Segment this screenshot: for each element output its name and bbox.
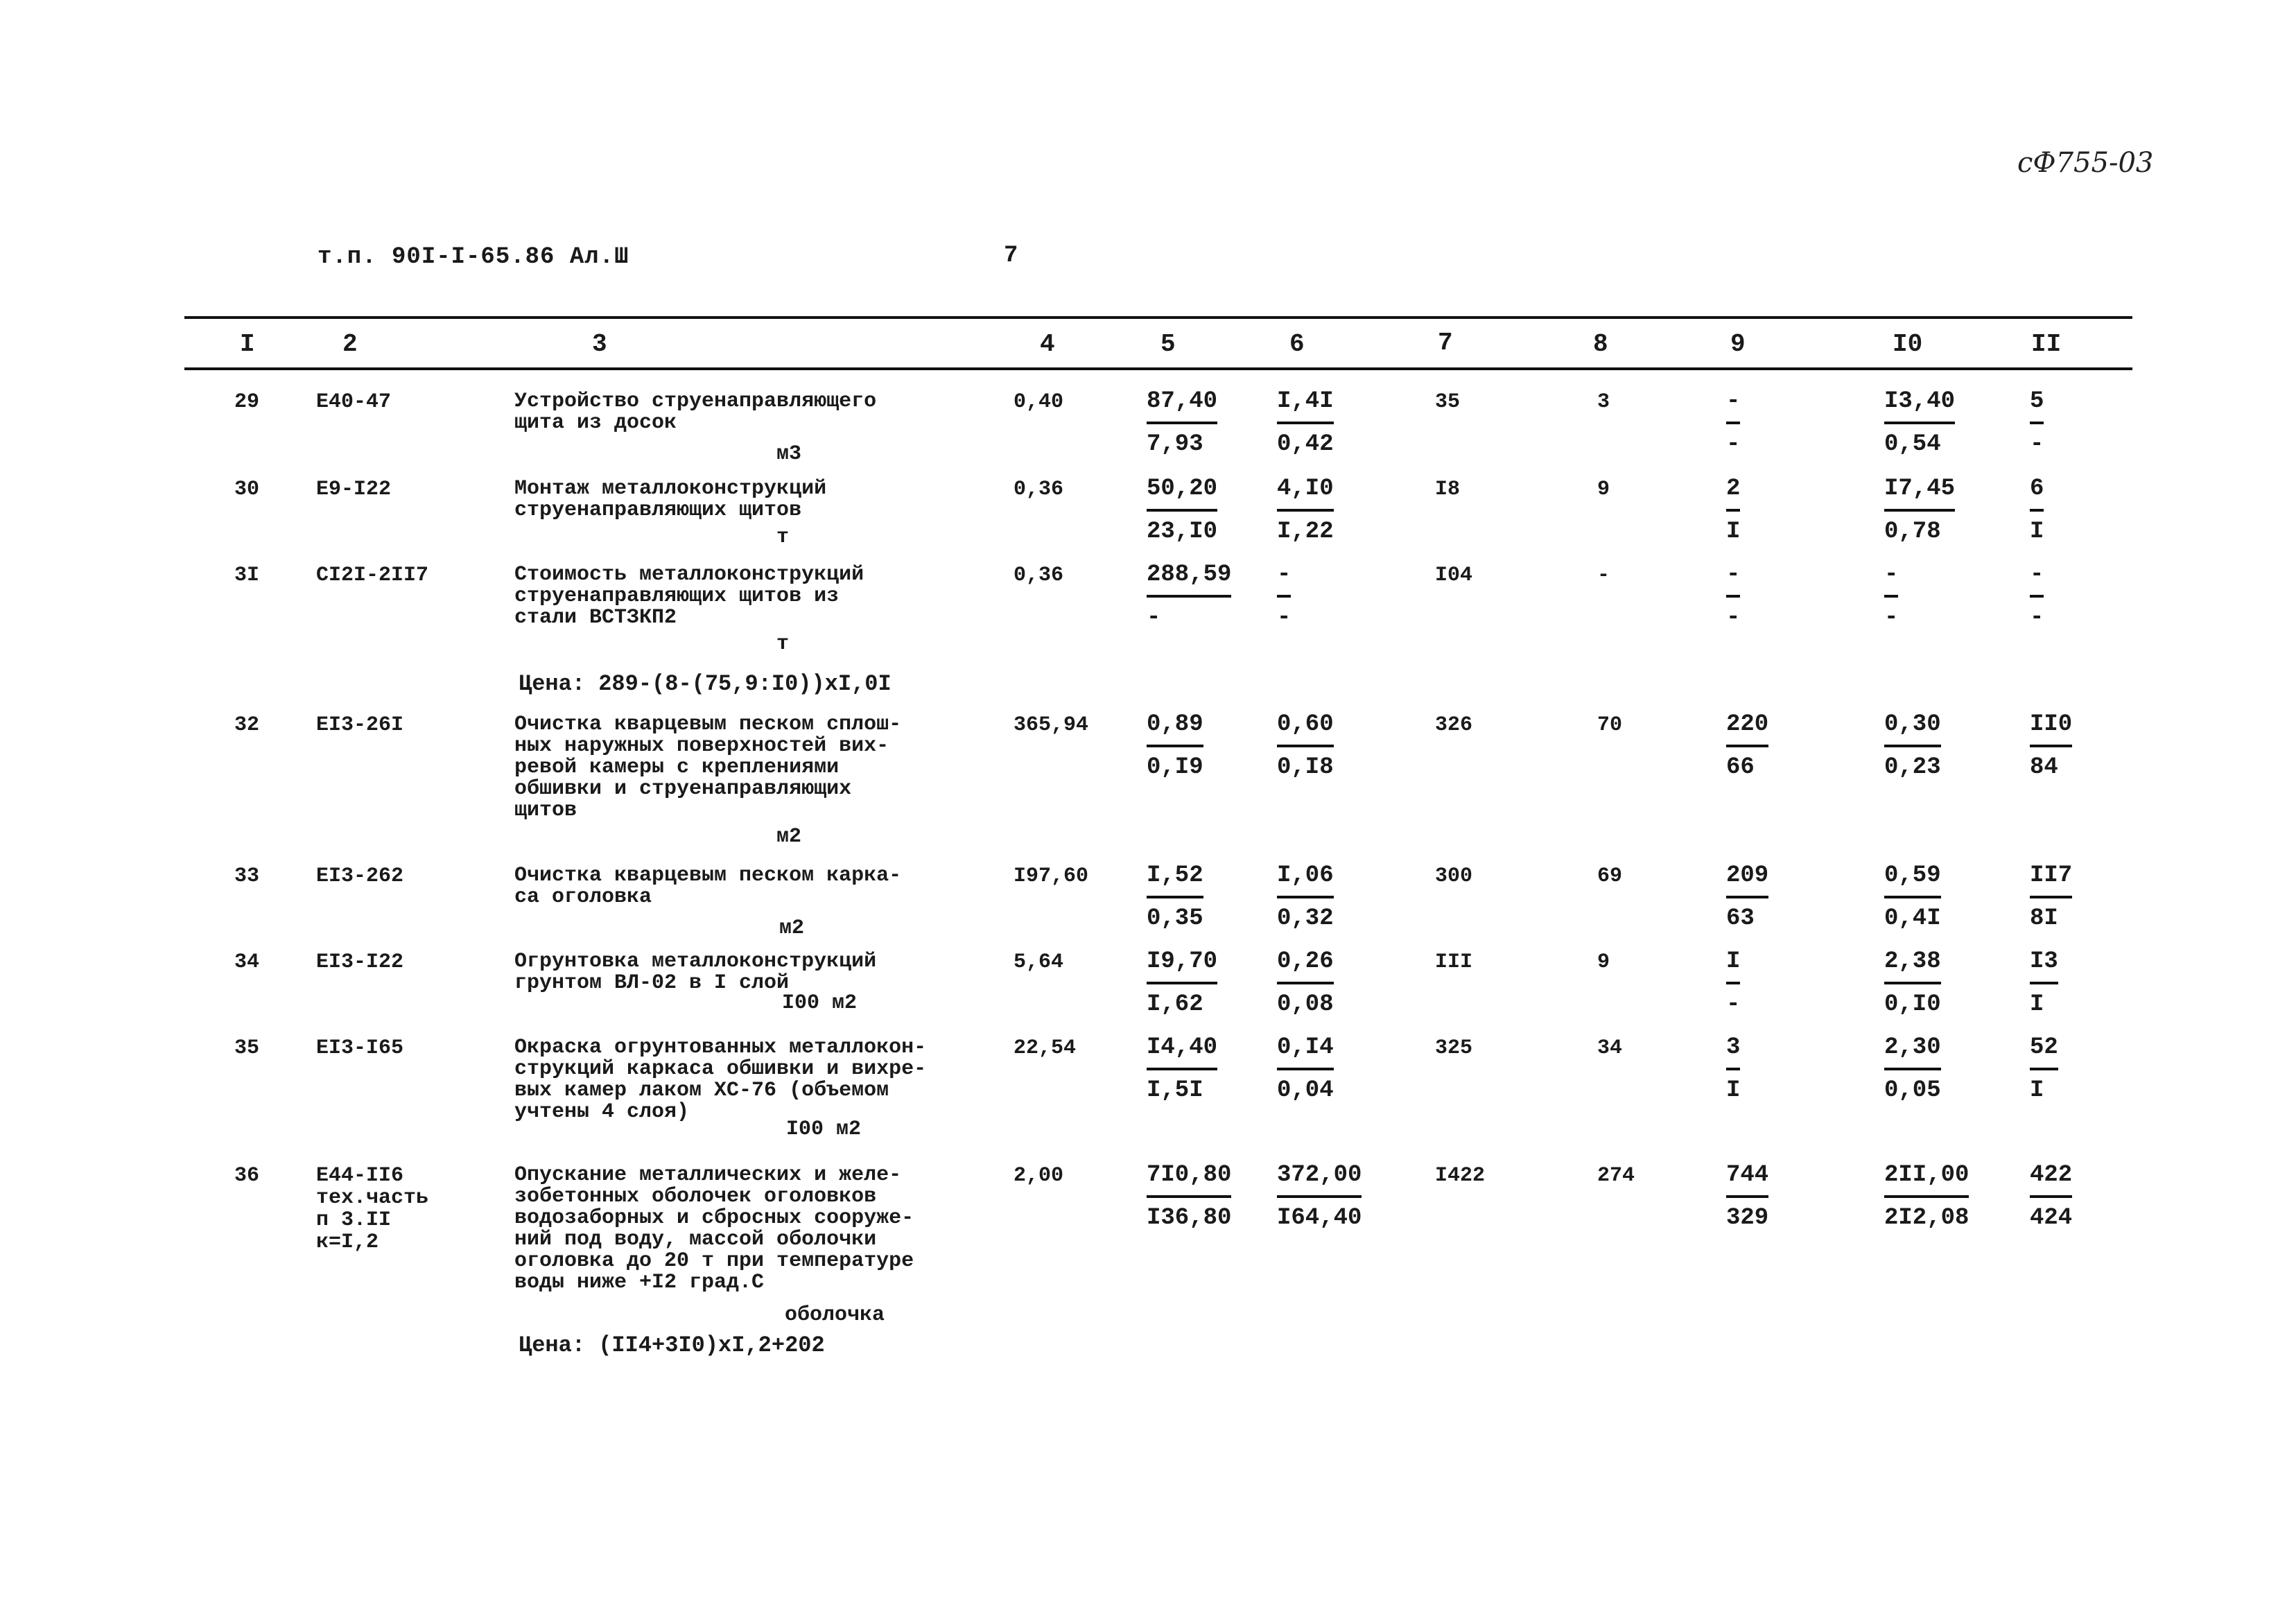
table-top-rule (184, 316, 2132, 319)
unit-of-measure: оболочка (785, 1303, 885, 1327)
labor-total-cell-top: - (2030, 562, 2044, 598)
quantity: I97,60 (1014, 865, 1089, 888)
labor-total-cell-bottom: I (2030, 991, 2044, 1018)
unit-cost-cell-bottom: 23,I0 (1147, 519, 1218, 545)
column-header: 6 (1289, 330, 1305, 358)
row-number: 32 (234, 713, 260, 737)
quantity: 22,54 (1014, 1036, 1077, 1060)
labor-unit-cell-bottom: 0,54 (1884, 431, 1941, 458)
unit-cost-cell (1147, 388, 1217, 458)
labor-total-cell-top: 52 (2030, 1034, 2058, 1070)
machine-total-cell (1726, 388, 1740, 458)
unit-of-measure: I00 м2 (782, 991, 858, 1015)
labor-unit-cell-bottom: - (1884, 605, 1899, 631)
machine-cost-cell-top: 4,I0 (1277, 476, 1334, 512)
machine-cost-cell-bottom: 0,32 (1277, 905, 1334, 932)
labor-total-cell-bottom: - (2030, 431, 2044, 458)
machine-total-cell (1726, 476, 1740, 545)
rate-code: E40-47 (316, 390, 392, 414)
labor-total-cell-bottom: 8I (2030, 905, 2058, 932)
machine-cost-cell-top: 372,00 (1277, 1162, 1362, 1198)
machine-cost-cell-top: I,06 (1277, 862, 1334, 898)
total-cost: I422 (1435, 1164, 1486, 1188)
column-header: II (2031, 330, 2062, 358)
rate-code: EI3-I65 (316, 1036, 404, 1060)
labor-unit-cell-bottom: 0,23 (1884, 754, 1941, 781)
labor-unit-cell-top: - (1884, 562, 1898, 598)
unit-of-measure: м3 (776, 442, 802, 466)
price-formula: Цена: (II4+3I0)xI,2+202 (519, 1332, 825, 1358)
labor-unit-cell-top: I3,40 (1884, 388, 1955, 424)
rate-code: E9-I22 (316, 478, 392, 501)
labor-unit-cell-top: 0,30 (1884, 711, 1941, 747)
labor-unit-cell (1884, 388, 1955, 458)
work-description: Опускание металлических и желе- зобетонных оболочек оголовков водозаборных и сбросных сооруже- ний под воду, массой оболочки оголовка до 20 т при температуре воды ниже +I2 град.С (514, 1163, 914, 1294)
unit-cost-cell-bottom: 0,I9 (1147, 754, 1203, 781)
labor-total-cell-bottom: I (2030, 519, 2044, 545)
rate-code: E44-II6 тех.часть п 3.II к=I,2 (316, 1164, 429, 1254)
machine-total-cell (1726, 711, 1768, 781)
unit-cost-cell-top: I,52 (1147, 862, 1203, 898)
unit-cost-cell-top: 0,89 (1147, 711, 1203, 747)
machine-cost-cell-bottom: I,22 (1277, 519, 1334, 545)
labor-total-cell-top: I3 (2030, 948, 2058, 984)
machine-cost-cell (1277, 862, 1334, 932)
machine-total-cell-bottom: - (1726, 431, 1741, 458)
work-description: Стоимость металлоконструкций струенаправляющих щитов из стали ВСТЗКП2 (514, 563, 864, 629)
work-description: Очистка кварцевым песком карка- са оголовка (514, 864, 902, 909)
unit-of-measure: т (776, 525, 790, 549)
machine-cost-cell (1277, 476, 1334, 545)
machine-cost-cell-top: 0,26 (1277, 948, 1334, 984)
row-number: 35 (234, 1036, 260, 1060)
wages-total: 3 (1597, 390, 1610, 414)
machine-total-cell-bottom: I (1726, 519, 1741, 545)
labor-total-cell (2030, 862, 2072, 932)
labor-total-cell-top: 5 (2030, 388, 2044, 424)
quantity: 5,64 (1014, 950, 1064, 974)
machine-total-cell-top: 744 (1726, 1162, 1768, 1198)
unit-cost-cell (1147, 948, 1217, 1018)
quantity: 0,40 (1014, 390, 1064, 414)
labor-total-cell-bottom: - (2030, 605, 2044, 631)
total-cost: III (1435, 950, 1473, 974)
work-description: Монтаж металлоконструкций струенаправляющих щитов (514, 477, 827, 522)
machine-cost-cell-bottom: - (1277, 605, 1292, 631)
wages-total: 34 (1597, 1036, 1623, 1060)
rate-code: EI3-26I (316, 713, 404, 737)
machine-total-cell-bottom: 63 (1726, 905, 1755, 932)
unit-cost-cell-bottom: I,62 (1147, 991, 1203, 1018)
machine-cost-cell (1277, 711, 1334, 781)
labor-unit-cell (1884, 711, 1941, 781)
table-header-rule (184, 367, 2132, 370)
labor-total-cell (2030, 948, 2058, 1018)
labor-unit-cell-top: 0,59 (1884, 862, 1941, 898)
labor-unit-cell-top: 2,38 (1884, 948, 1941, 984)
rate-code: CI2I-2II7 (316, 564, 429, 587)
labor-unit-cell-bottom: 0,I0 (1884, 991, 1941, 1018)
column-header: I0 (1893, 330, 1923, 358)
labor-unit-cell (1884, 562, 1898, 631)
unit-cost-cell-top: 7I0,80 (1147, 1162, 1231, 1198)
unit-cost-cell-bottom: 7,93 (1147, 431, 1203, 458)
labor-unit-cell (1884, 862, 1941, 932)
labor-unit-cell-bottom: 0,4I (1884, 905, 1941, 932)
machine-cost-cell-bottom: I64,40 (1277, 1205, 1362, 1231)
machine-total-cell (1726, 948, 1740, 1018)
unit-cost-cell-bottom: I,5I (1147, 1077, 1203, 1104)
machine-total-cell-bottom: - (1726, 991, 1741, 1018)
total-cost: I04 (1435, 564, 1473, 587)
column-header: 7 (1438, 329, 1453, 357)
labor-total-cell-top: 6 (2030, 476, 2044, 512)
row-number: 3I (234, 564, 260, 587)
work-description: Устройство струенаправляющего щита из досок (514, 390, 877, 435)
machine-cost-cell-top: - (1277, 562, 1291, 598)
machine-total-cell-top: I (1726, 948, 1740, 984)
labor-total-cell-top: II7 (2030, 862, 2072, 898)
labor-unit-cell (1884, 948, 1941, 1018)
quantity: 0,36 (1014, 478, 1064, 501)
machine-cost-cell (1277, 948, 1334, 1018)
column-header: 5 (1160, 330, 1176, 358)
unit-cost-cell-bottom: 0,35 (1147, 905, 1203, 932)
labor-total-cell (2030, 476, 2044, 545)
row-number: 30 (234, 478, 260, 501)
column-header: 9 (1730, 330, 1746, 358)
labor-unit-cell-bottom: 0,05 (1884, 1077, 1941, 1104)
quantity: 0,36 (1014, 564, 1064, 587)
wages-total: 9 (1597, 950, 1610, 974)
unit-cost-cell-top: 50,20 (1147, 476, 1217, 512)
work-description: Окраска огрунтованных металлокон- струкций каркаса обшивки и вихре- вых камер лаком ХС-76 (объемом учтены 4 слоя) (514, 1036, 927, 1124)
unit-cost-cell-bottom: - (1147, 605, 1161, 631)
rate-code: EI3-I22 (316, 950, 404, 974)
labor-unit-cell-bottom: 0,78 (1884, 519, 1941, 545)
machine-cost-cell-bottom: 0,42 (1277, 431, 1334, 458)
labor-total-cell-top: II0 (2030, 711, 2072, 747)
labor-total-cell (2030, 711, 2072, 781)
unit-cost-cell-bottom: I36,80 (1147, 1205, 1232, 1231)
machine-total-cell (1726, 1162, 1768, 1231)
machine-cost-cell-bottom: 0,I8 (1277, 754, 1334, 781)
labor-unit-cell-bottom: 2I2,08 (1884, 1205, 1969, 1231)
work-description: Очистка кварцевым песком сплош- ных наружных поверхностей вих- ревой камеры с креплениями обшивки и струенаправляющих щитов (514, 713, 902, 822)
work-description: Огрунтовка металлоконструкций грунтом ВЛ-02 в I слой (514, 950, 877, 995)
unit-of-measure: м2 (776, 825, 802, 849)
price-formula: Цена: 289-(8-(75,9:I0))xI,0I (519, 671, 892, 697)
row-number: 36 (234, 1164, 260, 1188)
wages-total: 274 (1597, 1164, 1635, 1188)
unit-of-measure: т (776, 632, 790, 656)
wages-total: 69 (1597, 865, 1623, 888)
machine-cost-cell-top: 0,I4 (1277, 1034, 1334, 1070)
total-cost: 326 (1435, 713, 1473, 737)
labor-unit-cell (1884, 1162, 1969, 1231)
page-number: 7 (1004, 243, 1018, 269)
column-header: 3 (592, 330, 607, 358)
unit-cost-cell (1147, 1162, 1231, 1231)
labor-total-cell (2030, 1034, 2058, 1104)
labor-total-cell (2030, 1162, 2072, 1231)
unit-of-measure: м2 (779, 917, 805, 940)
wages-total: 70 (1597, 713, 1623, 737)
document-code: т.п. 90I-I-65.86 Ал.Ш (318, 244, 629, 270)
column-header: 4 (1040, 330, 1055, 358)
machine-cost-cell-bottom: 0,08 (1277, 991, 1334, 1018)
column-header: 8 (1593, 330, 1608, 358)
unit-cost-cell-top: I9,70 (1147, 948, 1217, 984)
machine-cost-cell (1277, 388, 1334, 458)
labor-unit-cell-top: 2,30 (1884, 1034, 1941, 1070)
labor-total-cell-bottom: I (2030, 1077, 2044, 1104)
machine-total-cell (1726, 562, 1740, 631)
labor-total-cell-bottom: 424 (2030, 1205, 2073, 1231)
machine-total-cell (1726, 1034, 1740, 1104)
wages-total: - (1597, 564, 1610, 587)
unit-cost-cell (1147, 1034, 1217, 1104)
total-cost: 300 (1435, 865, 1473, 888)
labor-unit-cell-top: I7,45 (1884, 476, 1955, 512)
machine-cost-cell (1277, 562, 1291, 631)
total-cost: 35 (1435, 390, 1461, 414)
machine-total-cell-top: 220 (1726, 711, 1768, 747)
machine-cost-cell-top: 0,60 (1277, 711, 1334, 747)
quantity: 365,94 (1014, 713, 1089, 737)
unit-cost-cell-top: 288,59 (1147, 562, 1231, 598)
labor-total-cell (2030, 388, 2044, 458)
labor-total-cell-bottom: 84 (2030, 754, 2058, 781)
labor-unit-cell (1884, 1034, 1941, 1104)
unit-cost-cell-top: I4,40 (1147, 1034, 1217, 1070)
unit-cost-cell (1147, 711, 1203, 781)
column-header: 2 (342, 330, 358, 358)
labor-unit-cell-top: 2II,00 (1884, 1162, 1969, 1198)
machine-total-cell-bottom: 329 (1726, 1205, 1769, 1231)
unit-cost-cell (1147, 562, 1231, 631)
labor-total-cell (2030, 562, 2044, 631)
machine-cost-cell-top: I,4I (1277, 388, 1334, 424)
total-cost: I8 (1435, 478, 1461, 501)
machine-total-cell-top: 3 (1726, 1034, 1740, 1070)
machine-cost-cell-bottom: 0,04 (1277, 1077, 1334, 1104)
row-number: 33 (234, 865, 260, 888)
unit-cost-cell-top: 87,40 (1147, 388, 1217, 424)
unit-of-measure: I00 м2 (786, 1118, 862, 1141)
unit-cost-cell (1147, 862, 1203, 932)
row-number: 29 (234, 390, 260, 414)
total-cost: 325 (1435, 1036, 1473, 1060)
machine-total-cell-top: 209 (1726, 862, 1768, 898)
machine-cost-cell (1277, 1034, 1334, 1104)
archive-stamp: сФ755-03 (2017, 147, 2154, 179)
row-number: 34 (234, 950, 260, 974)
machine-total-cell-top: 2 (1726, 476, 1740, 512)
labor-total-cell-top: 422 (2030, 1162, 2072, 1198)
unit-cost-cell (1147, 476, 1217, 545)
machine-total-cell-bottom: I (1726, 1077, 1741, 1104)
rate-code: EI3-262 (316, 865, 404, 888)
machine-total-cell-bottom: - (1726, 605, 1741, 631)
machine-total-cell (1726, 862, 1768, 932)
quantity: 2,00 (1014, 1164, 1064, 1188)
labor-unit-cell (1884, 476, 1955, 545)
machine-cost-cell (1277, 1162, 1362, 1231)
machine-total-cell-top: - (1726, 388, 1740, 424)
machine-total-cell-bottom: 66 (1726, 754, 1755, 781)
column-header: I (240, 330, 255, 358)
wages-total: 9 (1597, 478, 1610, 501)
machine-total-cell-top: - (1726, 562, 1740, 598)
